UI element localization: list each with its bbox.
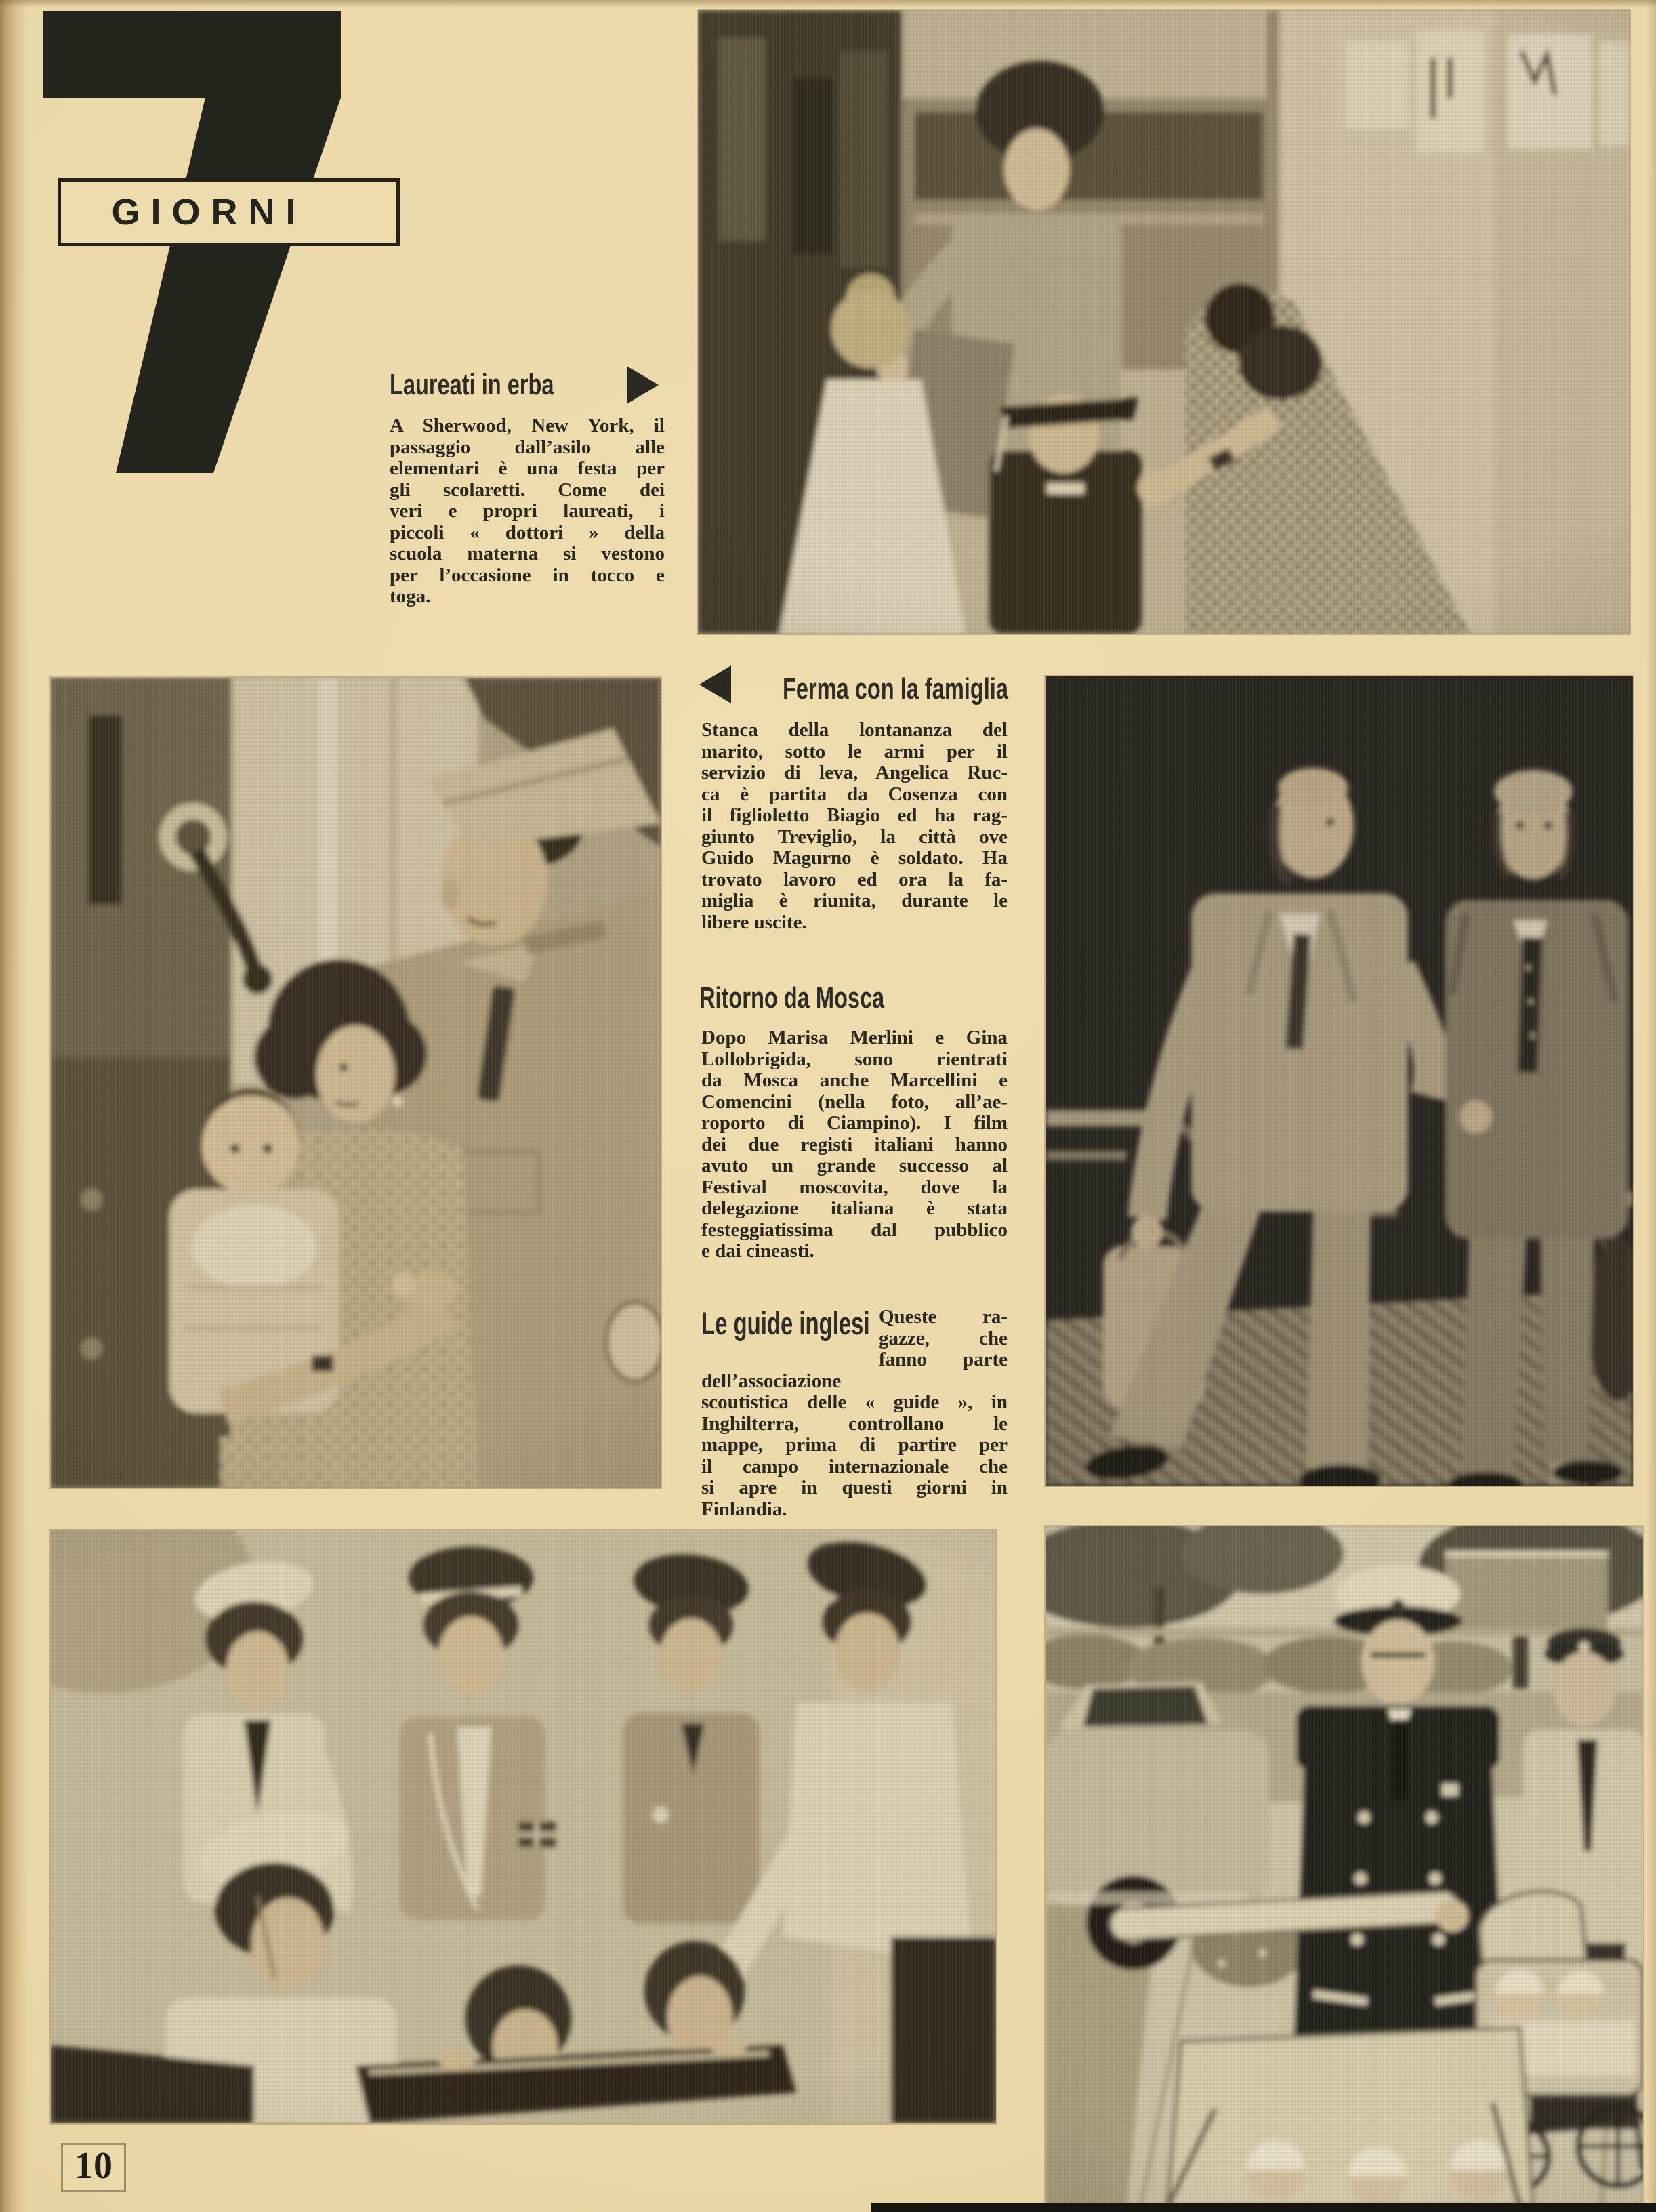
text-line: elementari è una festa per [390,457,665,479]
text-line: delegazione italiana è stata [701,1197,1008,1219]
photo-airport-directors [1046,676,1633,1486]
section-guide-title: Le guide inglesi [701,1305,870,1341]
masthead-title-box [58,178,400,246]
text-line: miglia è riunita, durante le [701,890,1008,912]
text-line: dei due registi italiani hanno [701,1133,1008,1155]
text-line: Stanca della lontananza del [701,719,1008,741]
text-line: festeggiatissima dal pubblico [701,1218,1008,1241]
section-ritorno-body [701,1027,1008,1263]
text-line: Queste ra- [879,1306,1008,1328]
adjacent-page-sliver [871,2203,1656,2212]
photo-graduation-children [698,10,1630,634]
text-line: servizio di leva, Angelica Ruc- [701,762,1008,783]
section-laureati-title: Laureati in erba [390,368,554,401]
text-line: A Sherwood, New York, il [390,415,665,436]
page-edge-shadow-left [0,0,28,2212]
text-line: veri e propri laureati, i [390,500,665,522]
text-line: il campo internazionale che [701,1455,1008,1477]
text-line: roporto di Ciampino). I film [701,1112,1008,1134]
text-line: gli scolaretti. Come dei [390,478,665,501]
text-line: si apre in questi giorni in [701,1477,1008,1498]
text-line: scoutistica delle « guide », in [701,1391,1008,1413]
text-line: fanno parte dell’associazione [701,1349,1008,1392]
text-line: avuto un grande successo al [701,1155,1008,1176]
text-line: trovato lavoro ed ora la fa- [701,868,1008,890]
text-line: passaggio dall’asilo alle [390,436,665,458]
text-line: Dopo Marisa Merlini e Gina [701,1027,1008,1048]
text-line: Inghilterra, controllano le [701,1412,1008,1435]
text-line: Finlandia. [701,1498,787,1520]
text-line: ca è partita da Cosenza con [701,783,1008,805]
arrow-left-icon [699,665,731,703]
text-line: Lollobrigida, sono rientrati [701,1048,1008,1070]
text-line: libere uscite. [701,911,807,933]
text-line: scuola materna si vestono [390,543,665,565]
masthead-title: GIORNI [111,192,307,232]
text-line: giunto Treviglio, la città ove [701,825,1008,848]
arrow-right-icon [627,366,659,404]
text-line: Festival moscovita, dove la [701,1176,1008,1198]
photo-prams-babies [1046,1526,1643,2207]
section-ritorno-title: Ritorno da Mosca [699,981,885,1015]
section-ferma-title: Ferma con la famiglia [783,672,1008,705]
section-ferma-body [701,720,1008,933]
text-line: gazze, che [879,1327,1008,1349]
text-line: mappe, prima di partire per [701,1434,1008,1456]
page-edge-shadow-top [0,0,1656,8]
text-line: da Mosca anche Marcellini e [701,1069,1008,1091]
text-line: Guido Magurno è soldato. Ha [701,847,1008,869]
photo-soldier-family [51,678,661,1488]
text-line: piccoli « dottori » della [390,521,665,544]
page-number: 10 [61,2143,126,2192]
text-line: toga. [390,586,431,607]
photo-girl-guides [51,1530,996,2123]
text-line: Comencini (nella foto, all’ae- [701,1090,1008,1113]
page-edge-shadow-right [1647,0,1656,2212]
section-laureati-body [390,415,665,608]
text-line: e dai cineasti. [701,1240,814,1262]
section-guide-title-wrap [701,1307,879,1351]
text-line: il figlioletto Biagio ed ha rag- [701,804,1008,826]
section-guide-body [701,1307,1008,1520]
text-line: per l’occasione in tocco e [390,564,665,586]
text-line: marito, sotto le armi per il [701,740,1008,762]
